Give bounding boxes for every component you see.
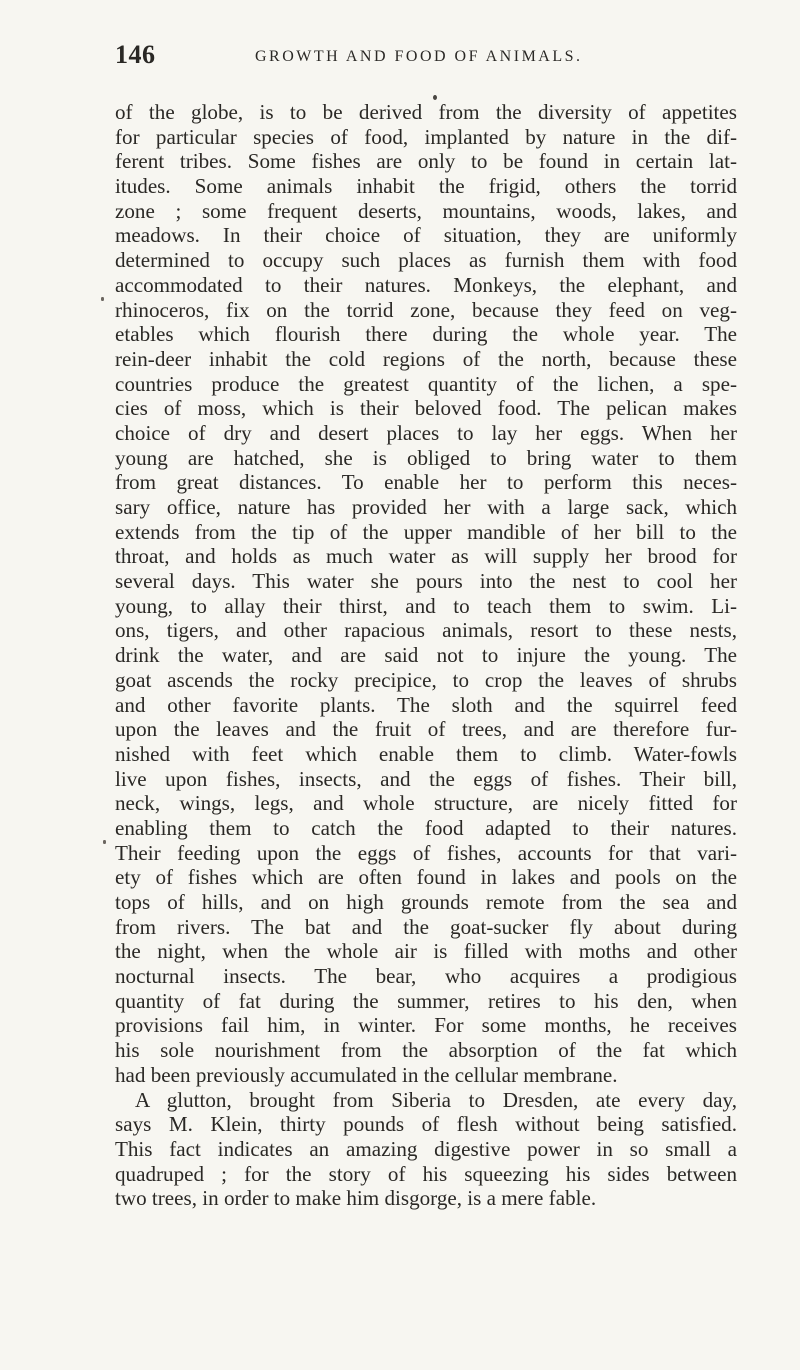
text-line: provisions fail him, in winter. For some months, he receives — [115, 1013, 737, 1038]
text-line: quadruped ; for the story of his squeezing his sides between — [115, 1161, 737, 1186]
text-line: rein-deer inhabit the cold regions of the north, because these — [115, 346, 737, 371]
text-line: from rivers. The bat and the goat-sucker fly about during — [115, 914, 737, 939]
text-line: enabling them to catch the food adapted to their natures. — [115, 815, 737, 840]
text-line: throat, and holds as much water as will supply her brood for — [115, 544, 737, 569]
text-line: This fact indicates an amazing digestive power in so small a — [115, 1136, 737, 1161]
text-line: A glutton, brought from Siberia to Dresden, ate every day, — [135, 1087, 737, 1112]
text-line: two trees, in order to make him disgorge, is a mere fable. — [115, 1186, 597, 1211]
text-line: nished with feet which enable them to climb. Water-fowls — [115, 741, 737, 766]
text-line: goat ascends the rocky precipice, to crop the leaves of shrubs — [115, 667, 737, 692]
text-line: ons, tigers, and other rapacious animals, resort to these nests, — [115, 618, 737, 643]
text-line: etables which flourish there during the whole year. The — [115, 322, 737, 347]
ink-speck — [101, 297, 104, 301]
text-line: choice of dry and desert places to lay her eggs. When her — [115, 420, 737, 445]
text-line: upon the leaves and the fruit of trees, and are therefore fur- — [115, 717, 737, 742]
text-line: several days. This water she pours into the nest to cool her — [115, 569, 737, 594]
text-line: says M. Klein, thirty pounds of flesh without being satisfied. — [115, 1112, 737, 1137]
text-line: tops of hills, and on high grounds remote from the sea and — [115, 890, 737, 914]
text-line: nocturnal insects. The bear, who acquires a prodigious — [115, 964, 737, 989]
text-line: drink the water, and are said not to injure the young. The — [115, 643, 737, 668]
text-line: countries produce the greatest quantity of the lichen, a spe- — [115, 371, 737, 396]
page-header — [115, 40, 715, 80]
text-line: ety of fishes which are often found in lakes and pools on the — [115, 865, 737, 890]
page-number: 146 — [115, 40, 156, 69]
text-line: meadows. In their choice of situation, they are uniformly — [115, 223, 737, 248]
text-line: for particular species of food, implanted by nature in the dif- — [115, 124, 737, 149]
text-line: young are hatched, she is obliged to bring water to them — [115, 445, 737, 470]
text-line: itudes. Some animals inhabit the frigid, others the torrid — [115, 174, 737, 199]
text-line: live upon fishes, insects, and the eggs of fishes. Their bill, — [115, 766, 737, 791]
text-line: quantity of fat during the summer, retires to his den, when — [115, 988, 737, 1013]
text-line: determined to occupy such places as furnish them with food — [115, 248, 737, 273]
text-line: neck, wings, legs, and whole structure, are nicely fitted for — [115, 791, 737, 816]
paragraph-1 — [115, 100, 737, 1088]
text-line: ferent tribes. Some fishes are only to be found in certain lat- — [115, 149, 737, 174]
text-line: his sole nourishment from the absorption of the fat which — [115, 1038, 737, 1063]
paragraph-2 — [115, 1088, 737, 1211]
text-line: accommodated to their natures. Monkeys, the elephant, and — [115, 272, 737, 297]
text-line: extends from the tip of the upper mandible of her bill to the — [115, 519, 737, 544]
text-line: rhinoceros, fix on the torrid zone, because they feed on veg- — [115, 297, 737, 322]
ink-speck — [103, 840, 106, 844]
body-text — [115, 100, 737, 1211]
text-line: the night, when the whole air is filled with moths and other — [115, 939, 737, 964]
text-line: had been previously accumulated in the cellular membrane. — [115, 1062, 618, 1087]
text-line: young, to allay their thirst, and to teach them to swim. Li- — [115, 593, 737, 618]
running-title: GROWTH AND FOOD OF ANIMALS. — [255, 48, 583, 65]
text-line: cies of moss, which is their beloved food. The pelican makes — [115, 396, 737, 421]
text-line: and other favorite plants. The sloth and the squirrel feed — [115, 692, 737, 717]
text-line: of the globe, is to be derived from the diversity of appetites — [115, 100, 737, 124]
text-line: zone ; some frequent deserts, mountains, woods, lakes, and — [115, 198, 737, 223]
text-line: sary office, nature has provided her with a large sack, which — [115, 495, 737, 519]
text-line: from great distances. To enable her to perform this neces- — [115, 470, 737, 495]
text-line: Their feeding upon the eggs of fishes, accounts for that vari- — [115, 840, 737, 865]
